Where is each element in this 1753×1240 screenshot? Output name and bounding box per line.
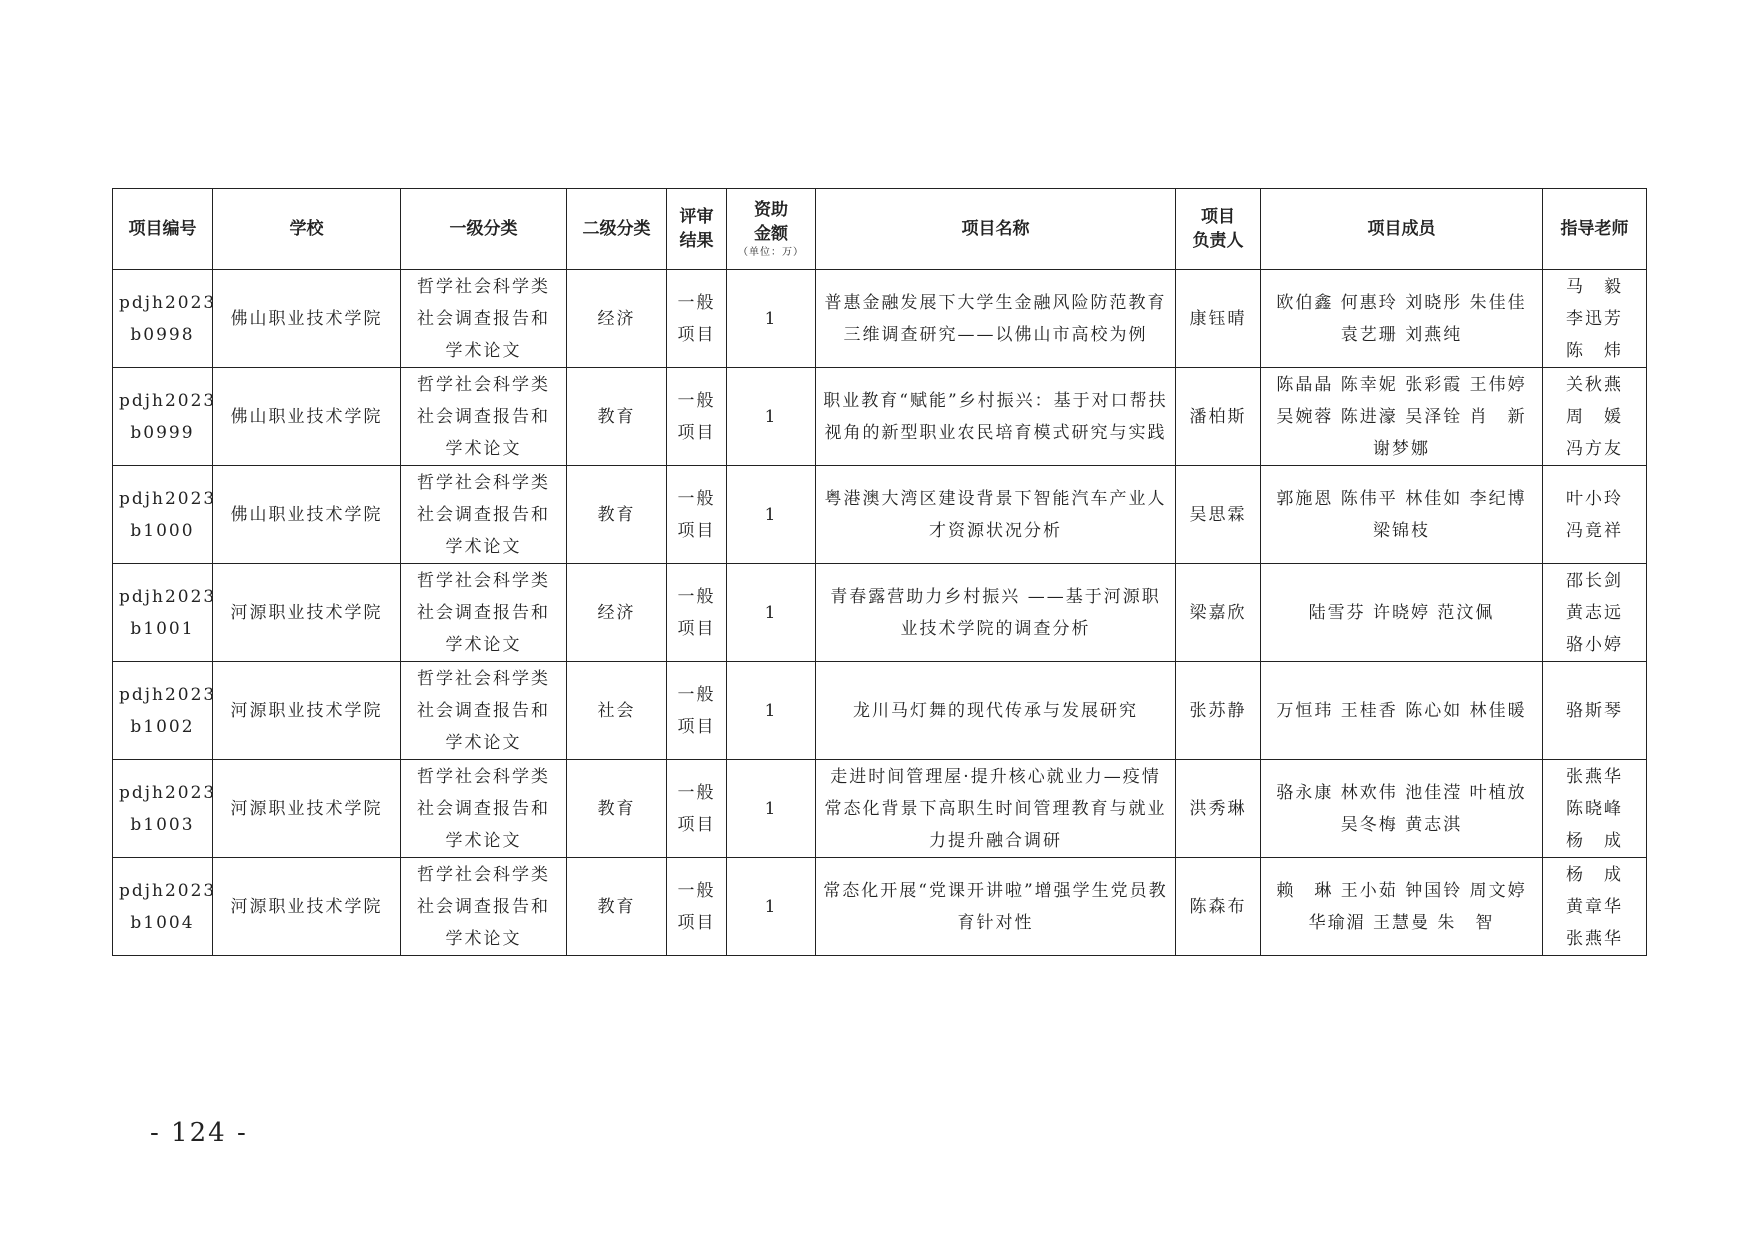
cell-result [667,858,727,956]
id-line2: b1001 [130,618,195,639]
cell-funding: 1 [727,368,816,466]
advisor-line3: 陈 炜 [1566,340,1623,361]
cell-category2: 教育 [567,368,667,466]
table-row [113,368,1647,466]
header-funding-line1: 资助 [754,200,788,220]
cell-category1 [401,564,567,662]
members-line1: 陆雪芬 许晓婷 范汶佩 [1308,602,1495,623]
cell-project-name [816,858,1176,956]
result-line2: 项目 [677,814,716,835]
advisor-line1: 关秋燕 [1566,374,1623,395]
cell-project-name [816,564,1176,662]
header-funding-line2: 金额 [754,224,788,244]
cell-advisor [1543,270,1647,368]
cell-members [1261,858,1543,956]
cat1-line1: 哲学社会科学类 [417,864,550,885]
cell-advisor [1543,466,1647,564]
cell-funding: 1 [727,662,816,760]
cell-leader: 康钰晴 [1176,270,1261,368]
header-category1: 一级分类 [401,189,567,270]
id-line2: b1004 [130,912,195,933]
table-row [113,858,1647,956]
cell-category1 [401,270,567,368]
cell-school: 河源职业技术学院 [213,760,401,858]
cell-advisor [1543,858,1647,956]
cell-category2: 教育 [567,466,667,564]
cell-id [113,858,217,956]
cell-leader: 张苏静 [1176,662,1261,760]
cat1-line1: 哲学社会科学类 [417,472,550,493]
result-line1: 一般 [677,684,716,705]
cell-id [113,564,217,662]
cell-project-name [816,466,1176,564]
name-line1: 走进时间管理屋·提升核心就业力—疫情 [830,766,1161,787]
header-row [113,189,1647,270]
cell-members [1261,662,1543,760]
advisor-line2: 李迅芳 [1566,308,1623,329]
result-line1: 一般 [677,586,716,607]
id-line1: pdjh2023 [119,292,217,313]
header-result-line1: 评审 [679,207,714,227]
name-line2: 才资源状况分析 [929,520,1062,541]
cell-category2: 经济 [567,270,667,368]
id-line2: b0999 [130,422,195,443]
advisor-line2: 黄章华 [1566,896,1623,917]
cell-members [1261,270,1543,368]
cat1-line3: 学术论文 [445,536,522,557]
name-line3: 力提升融合调研 [929,830,1062,851]
cell-members [1261,564,1543,662]
id-line1: pdjh2023 [119,586,217,607]
cat1-line3: 学术论文 [445,634,522,655]
header-school: 学校 [213,189,401,270]
advisor-line1: 叶小玲 [1566,488,1623,509]
cat1-line1: 哲学社会科学类 [417,668,550,689]
id-line1: pdjh2023 [119,390,217,411]
cell-advisor [1543,760,1647,858]
cell-result [667,662,727,760]
cell-id [113,662,217,760]
result-line1: 一般 [677,880,716,901]
cell-id [113,466,217,564]
result-line2: 项目 [677,716,716,737]
advisor-line1: 邵长剑 [1566,570,1623,591]
header-members: 项目成员 [1261,189,1543,270]
cell-school: 佛山职业技术学院 [213,368,401,466]
header-funding-unit: （单位：万） [738,247,804,258]
cat1-line3: 学术论文 [445,928,522,949]
cell-advisor [1543,662,1647,760]
cat1-line3: 学术论文 [445,830,522,851]
name-line2: 视角的新型职业农民培育模式研究与实践 [824,422,1167,443]
members-line1: 陈晶晶 陈幸妮 张彩霞 王伟婷 [1276,374,1527,395]
cell-funding: 1 [727,760,816,858]
cell-id [113,368,217,466]
name-line1: 常态化开展“党课开讲啦”增强学生党员教 [823,880,1168,901]
name-line2: 三维调查研究——以佛山市高校为例 [843,324,1148,345]
cat1-line2: 社会调查报告和 [417,308,550,329]
members-line2: 袁艺珊 刘燕纯 [1340,324,1463,345]
table-row [113,760,1647,858]
cat1-line1: 哲学社会科学类 [417,374,550,395]
project-table [112,188,1647,956]
result-line2: 项目 [677,912,716,933]
advisor-line2: 冯竟祥 [1566,520,1623,541]
cell-school: 佛山职业技术学院 [213,270,401,368]
name-line1: 粤港澳大湾区建设背景下智能汽车产业人 [824,488,1167,509]
name-line2: 育针对性 [957,912,1034,933]
name-line2: 业技术学院的调查分析 [900,618,1091,639]
members-line2: 华瑜湄 王慧曼 朱 智 [1308,912,1495,933]
header-advisor: 指导老师 [1543,189,1647,270]
cell-school: 河源职业技术学院 [213,564,401,662]
cell-category1 [401,662,567,760]
cell-result [667,564,727,662]
header-leader-line2: 负责人 [1192,231,1244,251]
cat1-line3: 学术论文 [445,340,522,361]
advisor-line3: 张燕华 [1566,928,1623,949]
cat1-line2: 社会调查报告和 [417,602,550,623]
result-line1: 一般 [677,488,716,509]
name-line1: 青春露营助力乡村振兴 ——基于河源职 [830,586,1161,607]
header-id: 项目编号 [113,189,213,270]
cell-funding: 1 [727,466,816,564]
cell-members [1261,760,1543,858]
cell-category1 [401,466,567,564]
name-line1: 职业教育“赋能”乡村振兴：基于对口帮扶 [823,390,1168,411]
cat1-line2: 社会调查报告和 [417,896,550,917]
cell-id [113,270,217,368]
cell-school: 佛山职业技术学院 [213,466,401,564]
cell-category1 [401,858,567,956]
result-line2: 项目 [677,618,716,639]
cat1-line2: 社会调查报告和 [417,700,550,721]
cell-leader: 梁嘉欣 [1176,564,1261,662]
header-result [667,189,727,270]
header-leader-line1: 项目 [1201,207,1235,227]
members-line2: 梁锦枝 [1373,520,1430,541]
members-line1: 欧伯鑫 何惠玲 刘晓彤 朱佳佳 [1276,292,1527,313]
advisor-line3: 杨 成 [1566,830,1623,851]
header-leader [1176,189,1261,270]
table-row [113,564,1647,662]
members-line1: 郭施恩 陈伟平 林佳如 李纪博 [1276,488,1527,509]
members-line2: 吴冬梅 黄志淇 [1340,814,1463,835]
name-line1: 龙川马灯舞的现代传承与发展研究 [853,700,1138,721]
result-line2: 项目 [677,422,716,443]
cell-project-name [816,662,1176,760]
cell-school: 河源职业技术学院 [213,858,401,956]
advisor-line2: 周 媛 [1566,406,1623,427]
cell-funding: 1 [727,270,816,368]
advisor-line3: 骆小婷 [1566,634,1623,655]
cell-result [667,270,727,368]
cell-members [1261,466,1543,564]
cat1-line1: 哲学社会科学类 [417,766,550,787]
id-line2: b1003 [130,814,195,835]
members-line3: 谢梦娜 [1373,438,1430,459]
cat1-line2: 社会调查报告和 [417,406,550,427]
advisor-line2: 陈晓峰 [1566,798,1623,819]
id-line1: pdjh2023 [119,782,217,803]
cat1-line2: 社会调查报告和 [417,504,550,525]
table-body [113,270,1647,956]
cell-funding: 1 [727,858,816,956]
id-line1: pdjh2023 [119,684,217,705]
cell-result [667,466,727,564]
cell-school: 河源职业技术学院 [213,662,401,760]
cat1-line3: 学术论文 [445,438,522,459]
id-line2: b0998 [130,324,195,345]
members-line1: 赖 琳 王小茹 钟国铃 周文婷 [1276,880,1527,901]
cell-project-name [816,270,1176,368]
result-line2: 项目 [677,520,716,541]
cell-advisor [1543,368,1647,466]
name-line2: 常态化背景下高职生时间管理教育与就业 [824,798,1167,819]
cell-id [113,760,217,858]
cell-project-name [816,760,1176,858]
advisor-line1: 骆斯琴 [1566,700,1623,721]
advisor-line2: 黄志远 [1566,602,1623,623]
cell-leader: 洪秀琳 [1176,760,1261,858]
cell-category2: 教育 [567,858,667,956]
header-funding [727,189,816,270]
header-project-name: 项目名称 [816,189,1176,270]
id-line1: pdjh2023 [119,488,217,509]
cell-leader: 潘柏斯 [1176,368,1261,466]
cell-category2: 社会 [567,662,667,760]
header-result-line2: 结果 [679,231,714,251]
cell-funding: 1 [727,564,816,662]
cat1-line1: 哲学社会科学类 [417,276,550,297]
table-row [113,466,1647,564]
members-line1: 骆永康 林欢伟 池佳滢 叶植放 [1276,782,1527,803]
result-line1: 一般 [677,390,716,411]
header-category2: 二级分类 [567,189,667,270]
cell-advisor [1543,564,1647,662]
members-line2: 吴婉蓉 陈进濠 吴泽铨 肖 新 [1276,406,1527,427]
id-line2: b1002 [130,716,195,737]
members-line1: 万恒玮 王桂香 陈心如 林佳暖 [1276,700,1527,721]
cell-category1 [401,368,567,466]
table-row [113,662,1647,760]
result-line1: 一般 [677,292,716,313]
cell-result [667,368,727,466]
cell-leader: 吴思霖 [1176,466,1261,564]
cat1-line1: 哲学社会科学类 [417,570,550,591]
cell-members [1261,368,1543,466]
cell-project-name [816,368,1176,466]
page-number: - 124 - [150,1118,248,1148]
cell-category2: 教育 [567,760,667,858]
id-line2: b1000 [130,520,195,541]
cell-category1 [401,760,567,858]
advisor-line1: 张燕华 [1566,766,1623,787]
advisor-line3: 冯方友 [1566,438,1623,459]
advisor-line1: 杨 成 [1566,864,1623,885]
table-row [113,270,1647,368]
cat1-line2: 社会调查报告和 [417,798,550,819]
cell-category2: 经济 [567,564,667,662]
name-line1: 普惠金融发展下大学生金融风险防范教育 [824,292,1167,313]
cell-result [667,760,727,858]
cat1-line3: 学术论文 [445,732,522,753]
result-line1: 一般 [677,782,716,803]
id-line1: pdjh2023 [119,880,217,901]
advisor-line1: 马 毅 [1566,276,1623,297]
cell-leader: 陈森布 [1176,858,1261,956]
result-line2: 项目 [677,324,716,345]
